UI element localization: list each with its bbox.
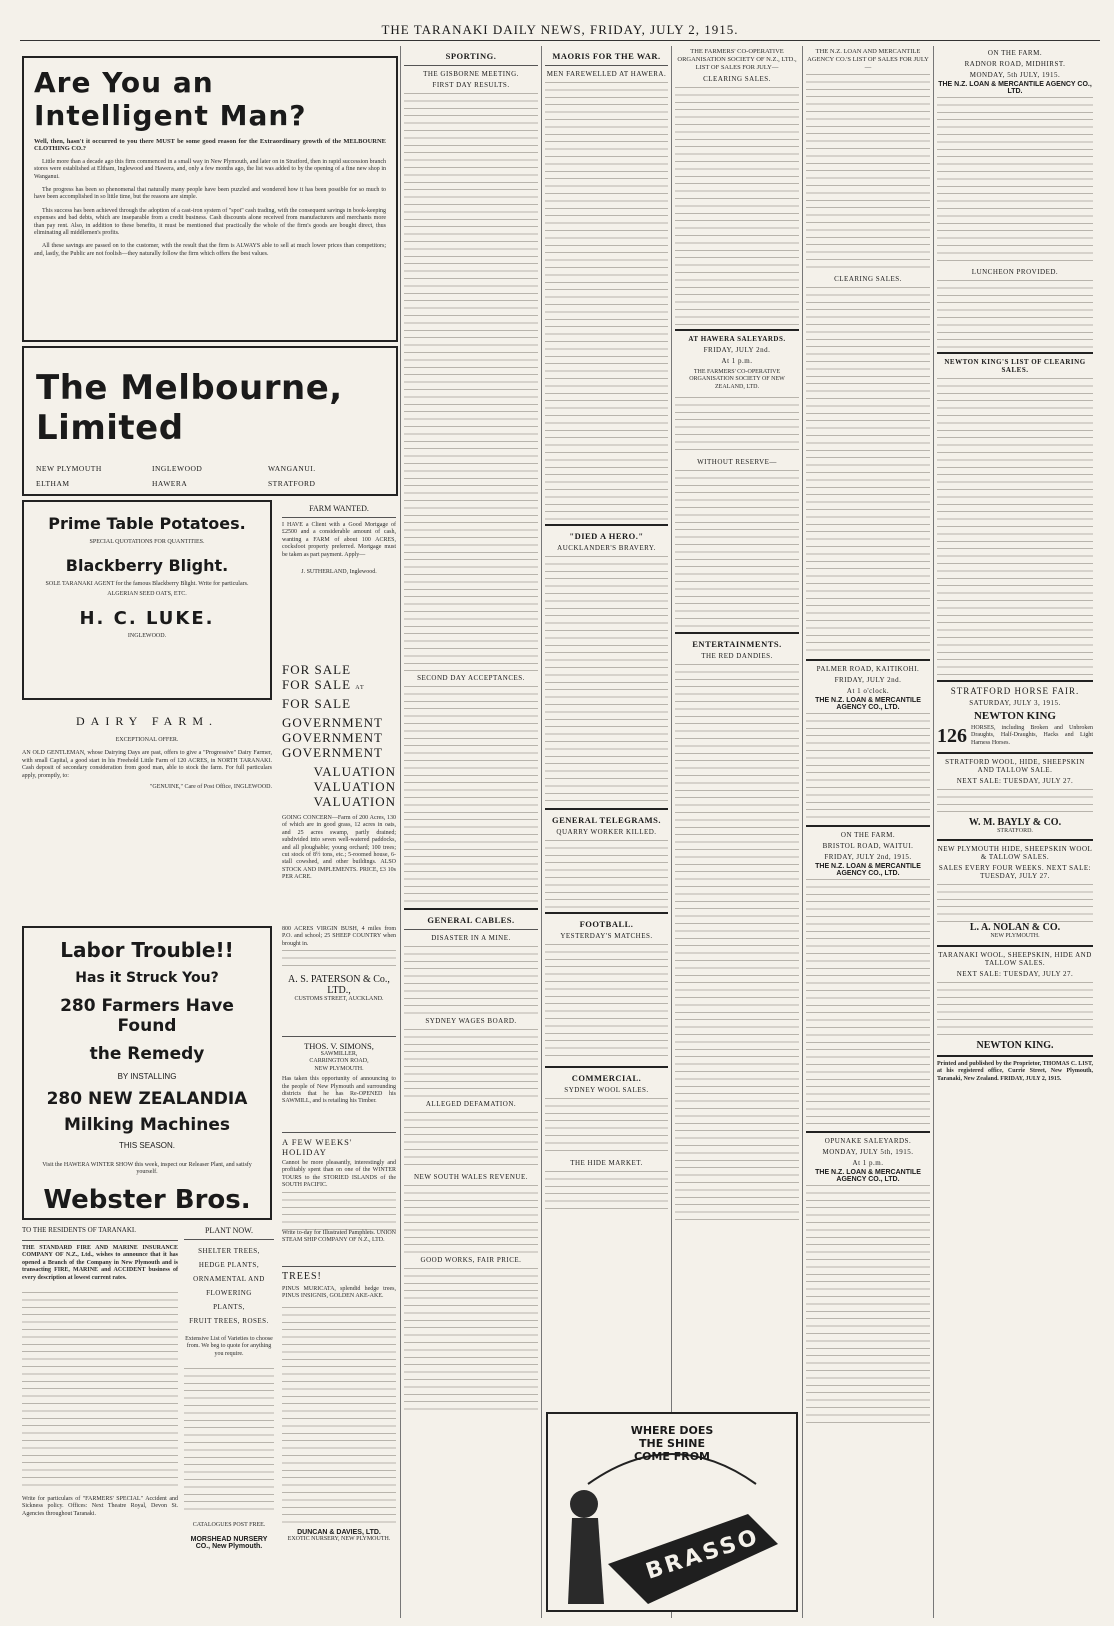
plant-line: PLANTS, (213, 1303, 245, 1311)
for-sale-advert (282, 662, 396, 912)
webster-advert (22, 926, 272, 1220)
section-heading: ON THE FARM. (987, 49, 1043, 57)
section-subheading: THE GISBORNE MEETING. (423, 70, 519, 78)
advert-line: Visit the HAWERA WINTER SHOW this week, inspect our Releaser Plant, and satisfy yourself. (42, 1162, 252, 1176)
melbourne-brand-box (22, 346, 398, 496)
advert-firm: MORSHEAD NURSERY CO., New Plymouth. (190, 1535, 268, 1550)
section-heading: AT HAWERA SALEYARDS. (688, 335, 786, 343)
advert-paragraph: The progress has been so phenomenal that naturally many people have been puzzled and wondered how it has been possible for so much to have been accomplished in so little time, but the reasons are simple. (34, 187, 386, 201)
sale-firm: THE N.Z. LOAN & MERCANTILE AGENCY CO., LTD. (815, 1169, 921, 1183)
sale-date: SALES EVERY FOUR WEEKS. NEXT SALE: TUESDAY, JULY 27. (938, 864, 1092, 881)
for-sale-row: VALUATION (313, 779, 396, 794)
section-subheading: DISASTER IN A MINE. (431, 934, 511, 942)
advert-name: THOS. V. SIMONS, (304, 1041, 374, 1051)
advert-title: TREES! (282, 1271, 322, 1282)
for-sale-row: FOR SALE AT (282, 677, 365, 692)
section-heading: THE N.Z. LOAN AND MERCANTILE AGENCY CO.'S LIST OF SALES FOR JULY— (807, 48, 929, 71)
for-sale-row: FOR SALE (282, 662, 352, 677)
sale-firm: W. M. BAYLY & CO. (968, 817, 1062, 828)
advert-line: 280 Farmers Have Found (60, 996, 234, 1036)
town-list (36, 464, 384, 488)
sale-note: WITHOUT RESERVE— (697, 458, 777, 467)
sale-date: SATURDAY, JULY 3, 1915. (969, 699, 1061, 707)
sale-date: FRIDAY, JULY 2nd. (703, 346, 771, 354)
plant-line: ORNAMENTAL AND FLOWERING (193, 1275, 265, 1297)
fire-insurance-advert (22, 1226, 178, 1616)
advert-footer: Write for particulars of "FARMERS' SPECIAL" Accident and Sickness policy. Offices: Next Theatre Royal, Devon St. Agencies throughout Taranaki. (22, 1496, 178, 1517)
horse-count: 126 (937, 725, 967, 747)
advert-title: A FEW WEEKS' HOLIDAY (282, 1137, 353, 1157)
advert-subtitle: ALGERIAN SEED OATS, ETC. (107, 590, 187, 597)
sale-date: NEXT SALE: TUESDAY, JULY 27. (956, 777, 1074, 785)
section-subheading: SYDNEY WAGES BOARD. (425, 1017, 517, 1025)
sale-firm: NEWTON KING. (976, 1039, 1054, 1051)
sale-time: At 1 p.m. (852, 1159, 884, 1167)
luke-advert (22, 500, 272, 700)
section-subheading: THE RED DANDIES. (701, 652, 773, 661)
masthead: THE TARANAKI DAILY NEWS, FRIDAY, JULY 2, 1915. (20, 22, 1100, 41)
section-heading: MAORIS FOR THE WAR. (552, 51, 661, 61)
town-name: STRATFORD (268, 479, 316, 488)
advert-line: 280 NEW ZEALANDIA (46, 1089, 248, 1109)
sale-firm: THE N.Z. LOAN & MERCANTILE AGENCY CO., LTD. (938, 81, 1092, 95)
advert-body: I HAVE a Client with a Good Mortgage of £2500 and a considerable amount of cash, wanting a FARM of about 100 ACRES, cocksfoot property preferred. Mortgage must be taken as part payment. Apply— (282, 522, 396, 558)
column-rule (933, 46, 934, 1618)
section-subheading: SECOND DAY ACCEPTANCES. (417, 674, 525, 682)
advert-body: 800 ACRES VIRGIN BUSH, 4 miles from P.O. and school; 25 SHEEP COUNTRY when brought in. (282, 926, 396, 947)
advert-line: Milking Machines (63, 1115, 231, 1135)
section-subheading: YESTERDAY'S MATCHES. (560, 932, 653, 940)
advert-line: NEW PLYMOUTH. (314, 1065, 364, 1072)
section-heading: "DIED A HERO." (569, 531, 644, 541)
advert-paragraph: All these savings are passed on to the customer, with the result that the firm is ALWAYS able to sell at much lower prices than competitors; and, lastly, the Public are not foolish—they naturally follow the firm which offers the best values. (34, 243, 386, 257)
for-sale-row: FOR SALE (282, 696, 352, 711)
brasso-advert (546, 1412, 798, 1612)
advert-body: THE STANDARD FIRE AND MARINE INSURANCE COMPANY OF N.Z., Ltd., wishes to announce that it has opened a Branch of the Company in New Plymouth and is transacting FIRE, MARINE and ACCIDENT business of every description at lowest current rates. (22, 1245, 178, 1281)
trees-advert (282, 1262, 396, 1616)
sale-road: RADNOR ROAD, MIDHIRST. (964, 60, 1066, 68)
advert-line: THIS SEASON. (118, 1141, 175, 1150)
section-subheading: GOOD WORKS, FAIR PRICE. (420, 1256, 522, 1264)
for-sale-block (282, 662, 396, 809)
section-heading: ON THE FARM. (840, 831, 896, 839)
advert-signature: "GENUINE," Care of Post Office, INGLEWOOD. (149, 784, 272, 791)
advert-subtitle: SOLE TARANAKI AGENT for the famous Blackberry Blight. Write for particulars. (45, 581, 249, 588)
advert-name: A. S. PATERSON & Co., LTD., (288, 974, 390, 997)
advert-body: Cannot be more pleasantly, interestingly and profitably spent than on one of the WINTER TOURS to the STORIED ISLANDS of the SOUTH PACIFIC. (282, 1160, 396, 1189)
brand-name: The Melbourne, Limited (36, 368, 343, 448)
sale-date: MONDAY, JULY 5th, 1915. (822, 1148, 914, 1156)
advert-line: CARRINGTON ROAD, (309, 1058, 369, 1065)
section-subheading: AUCKLANDER'S BRAVERY. (557, 544, 656, 552)
horse-count-row (937, 725, 1093, 748)
advert-subtitle: SPECIAL QUOTATIONS FOR QUANTITIES. (89, 539, 205, 545)
farm-wanted-advert (282, 500, 396, 650)
figure-head-icon (570, 1490, 598, 1518)
section-heading: COMMERCIAL. (571, 1073, 642, 1083)
section-heading: TARANAKI WOOL, SHEEPSKIN, HIDE AND TALLOW SALES. (938, 950, 1092, 967)
plant-line: HEDGE PLANTS, (198, 1261, 260, 1269)
advert-lead: Well, then, hasn't it occurred to you there MUST be some good reason for the Extraordinary growth of the MELBOURNE CLOTHING CO.? (34, 138, 386, 153)
section-heading: GENERAL CABLES. (427, 915, 515, 925)
advert-subtitle: EXCEPTIONAL OFFER. (115, 737, 179, 743)
brasso-tagline: WHERE DOES THE SHINE COME FROM (630, 1424, 714, 1463)
sale-time: At 1 o'clock. (846, 687, 890, 695)
advert-body: Extensive List of Varieties to choose from. We beg to quote for anything you require. (185, 1336, 273, 1357)
advert-title: Prime Table Potatoes. (48, 514, 246, 533)
sale-firm: NEWTON KING (973, 710, 1056, 722)
sale-note: LUNCHEON PROVIDED. (971, 268, 1059, 276)
advert-town: INGLEWOOD. (127, 633, 167, 640)
sales-column (675, 46, 799, 1246)
figure-body-icon (568, 1518, 604, 1604)
dairy-advert (22, 706, 272, 906)
melbourne-advert (22, 56, 398, 342)
plant-advert (184, 1226, 274, 1616)
town-name: WANGANUI. (268, 464, 316, 473)
advert-line: the Remedy (89, 1044, 205, 1064)
section-heading: THE FARMERS' CO-OPERATIVE ORGANISATION SOCIETY OF N.Z., LTD., LIST OF SALES FOR JULY— (677, 48, 797, 71)
section-subheading: THE HIDE MARKET. (570, 1159, 643, 1167)
sporting-column (404, 46, 538, 1616)
advert-headline: Are You an Intelligent Man? (34, 66, 307, 132)
section-subheading: FIRST DAY RESULTS. (432, 81, 510, 89)
sale-firm: THE N.Z. LOAN & MERCANTILE AGENCY CO., LTD. (815, 697, 921, 711)
news-column (545, 46, 668, 1246)
imprint: Printed and published by the Proprietor, THOMAS C. LIST, at his registered office, Currie Street, New Plymouth, Taranaki, New Zealand. FRIDAY, JULY 2, 1915. (937, 1060, 1093, 1082)
paterson-advert (282, 926, 396, 1026)
section-heading: SPORTING. (445, 51, 497, 61)
sale-firm: THE N.Z. LOAN & MERCANTILE AGENCY CO., LTD. (815, 863, 921, 877)
column-rule (400, 46, 401, 1618)
section-subheading: QUARRY WORKER KILLED. (556, 828, 657, 836)
advert-line: Has it Struck You? (75, 970, 219, 986)
advert-name: H. C. LUKE. (79, 608, 215, 630)
column-rule (802, 46, 803, 1618)
advert-signature: J. SUTHERLAND, Inglewood. (301, 569, 377, 576)
horse-description: HORSES, including Broken and Unbroken Draughts, Half-Draughts, Hacks and Light Harness Horses. (971, 725, 1093, 746)
plant-line: FRUIT TREES, ROSES. (189, 1317, 269, 1325)
sale-date: FRIDAY, JULY 2nd. (834, 676, 902, 684)
plant-line: SHELTER TREES, (198, 1247, 260, 1255)
section-heading: PALMER ROAD, KAITIKOHI. (816, 665, 920, 673)
advert-title: DAIRY FARM. (75, 714, 218, 728)
advert-line: SAWMILLER, (320, 1051, 358, 1057)
sale-firm: L. A. NOLAN & CO. (969, 922, 1061, 934)
town-name: ELTHAM (36, 479, 70, 488)
section-subheading: CLEARING SALES. (703, 75, 771, 83)
section-heading: GENERAL TELEGRAMS. (552, 815, 661, 825)
advert-line: Labor Trouble!! (60, 938, 234, 962)
advert-title: PLANT NOW. (204, 1226, 253, 1235)
section-subheading: NEW SOUTH WALES REVENUE. (413, 1173, 528, 1181)
advert-paragraph: Little more than a decade ago this firm commenced in a small way in New Plymouth, and later on in Stratford, then in rapid succession branch stores were established at Eltham, Inglewood and Hawera, and, only a few months ago, the list was added to by the opening of a fine new shop in Wanganui. (34, 158, 386, 180)
for-sale-row: GOVERNMENT (282, 745, 383, 760)
sale-date: FRIDAY, JULY 2nd, 1915. (824, 853, 912, 861)
sale-firm: THE FARMERS' CO-OPERATIVE ORGANISATION SOCIETY OF NEW ZEALAND, LTD. (689, 369, 785, 390)
plant-list (184, 1244, 274, 1328)
column-rule (541, 46, 542, 1618)
advert-firm: DUNCAN & DAVIES, LTD. (297, 1528, 381, 1536)
for-sale-row: GOVERNMENT (282, 715, 383, 730)
sale-town: STRATFORD. (997, 828, 1033, 834)
advert-body: Has taken this opportunity of announcing to the people of New Plymouth and surrounding districts that he has Re-OPENED his SAWMILL, and is retailing his Timber. (282, 1076, 396, 1105)
advert-footer: EXOTIC NURSERY, NEW PLYMOUTH. (287, 1535, 391, 1542)
advert-line: BY INSTALLING (117, 1072, 177, 1081)
sale-date: MONDAY, 5th JULY, 1915. (969, 71, 1061, 79)
section-heading: FOOTBALL. (579, 919, 634, 929)
section-heading: STRATFORD WOOL, HIDE, SHEEPSKIN AND TALLOW SALE. (945, 758, 1085, 774)
for-sale-row: VALUATION (313, 764, 396, 779)
sale-road: BRISTOL ROAD, WAITUI. (822, 842, 914, 850)
section-subheading: MEN FAREWELLED AT HAWERA. (546, 70, 667, 78)
for-sale-row: GOVERNMENT (282, 730, 383, 745)
holiday-advert (282, 1128, 396, 1248)
section-subheading: ALLEGED DEFAMATION. (425, 1100, 517, 1108)
section-heading: STRATFORD HORSE FAIR. (950, 686, 1080, 696)
advert-paragraph: This success has been achieved through the adoption of a cast-iron system of "spot" cash trading, with the consequent savings in book-keeping expenses and bad debts, which are inseparable from a credit business. Cash discounts alone received from manufacturers and merchants more than pay rent. Also, in addition to these benefits, it must be mentioned that practically the whole of the firm's goods are bought direct, thus eliminating all middlemen's profits. (34, 207, 386, 237)
section-heading: ENTERTAINMENTS. (692, 639, 782, 650)
section-subheading: SYDNEY WOOL SALES. (564, 1086, 649, 1094)
town-name: HAWERA (152, 479, 188, 488)
advert-body: GOING CONCERN—Farm of 200 Acres, 130 of which are in good grass, 12 acres in oats, and 25 acres swamp, partly drained; subdivided into seven well-watered paddocks, and all ploughable; young orchard; 100 trees; cut stock of 8½ tons, etc.; 5-roomed house, 6-stall cowshed, and other buildings. ALSO STOCK AND IMPLEMENTS. PRICE, £3 10s PER ACRE. (282, 815, 396, 881)
simons-advert (282, 1032, 396, 1122)
advert-title: Blackberry Blight. (65, 556, 229, 576)
section-subheading: CLEARING SALES. (834, 275, 902, 283)
brasso-brand: BRASSO (642, 1524, 764, 1585)
column-rule (671, 46, 672, 1618)
sale-time: At 1 p.m. (721, 357, 753, 365)
brand-name: Webster Bros. (43, 1184, 251, 1215)
for-sale-row: VALUATION (313, 794, 396, 809)
advert-footer: CATALOGUES POST FREE. (192, 1522, 266, 1529)
advert-body: PINUS MURICATA, splendid hedge trees, PINUS INSIGNIS, GOLDEN AKE-AKE. (282, 1286, 396, 1300)
sale-town: NEW PLYMOUTH. (990, 933, 1040, 940)
section-heading: NEW PLYMOUTH HIDE, SHEEPSKIN WOOL & TALLOW SALES. (937, 845, 1093, 862)
town-name: NEW PLYMOUTH (36, 464, 102, 473)
advert-title: TO THE RESIDENTS OF TARANAKI. (22, 1226, 136, 1234)
town-name: INGLEWOOD (152, 464, 203, 473)
advert-address: CUSTOMS STREET, AUCKLAND. (294, 996, 384, 1003)
advert-footer: Write to-day for Illustrated Pamphlets. UNION STEAM SHIP COMPANY OF N.Z., LTD. (282, 1229, 396, 1244)
advert-body: AN OLD GENTLEMAN, whose Dairying Days are past, offers to give a "Progressive" Dairy Farmer, with small Capital, a good start in his Freehold Little Farm of 120 ACRES, in NORTH TARANAKI. Cash deposit of secondary consideration from good man, able to stock the farm. For full particulars apply, promptly, to: (22, 750, 272, 779)
for-sale-at: AT (355, 685, 365, 691)
stock-sales-column (937, 46, 1093, 1616)
loan-column (806, 46, 930, 1616)
section-heading: NEWTON KING'S LIST OF CLEARING SALES. (944, 358, 1086, 374)
sale-date: NEXT SALE: TUESDAY, JULY 27. (956, 969, 1074, 978)
section-heading: OPUNAKE SALEYARDS. (824, 1137, 912, 1145)
advert-title: FARM WANTED. (309, 504, 369, 513)
